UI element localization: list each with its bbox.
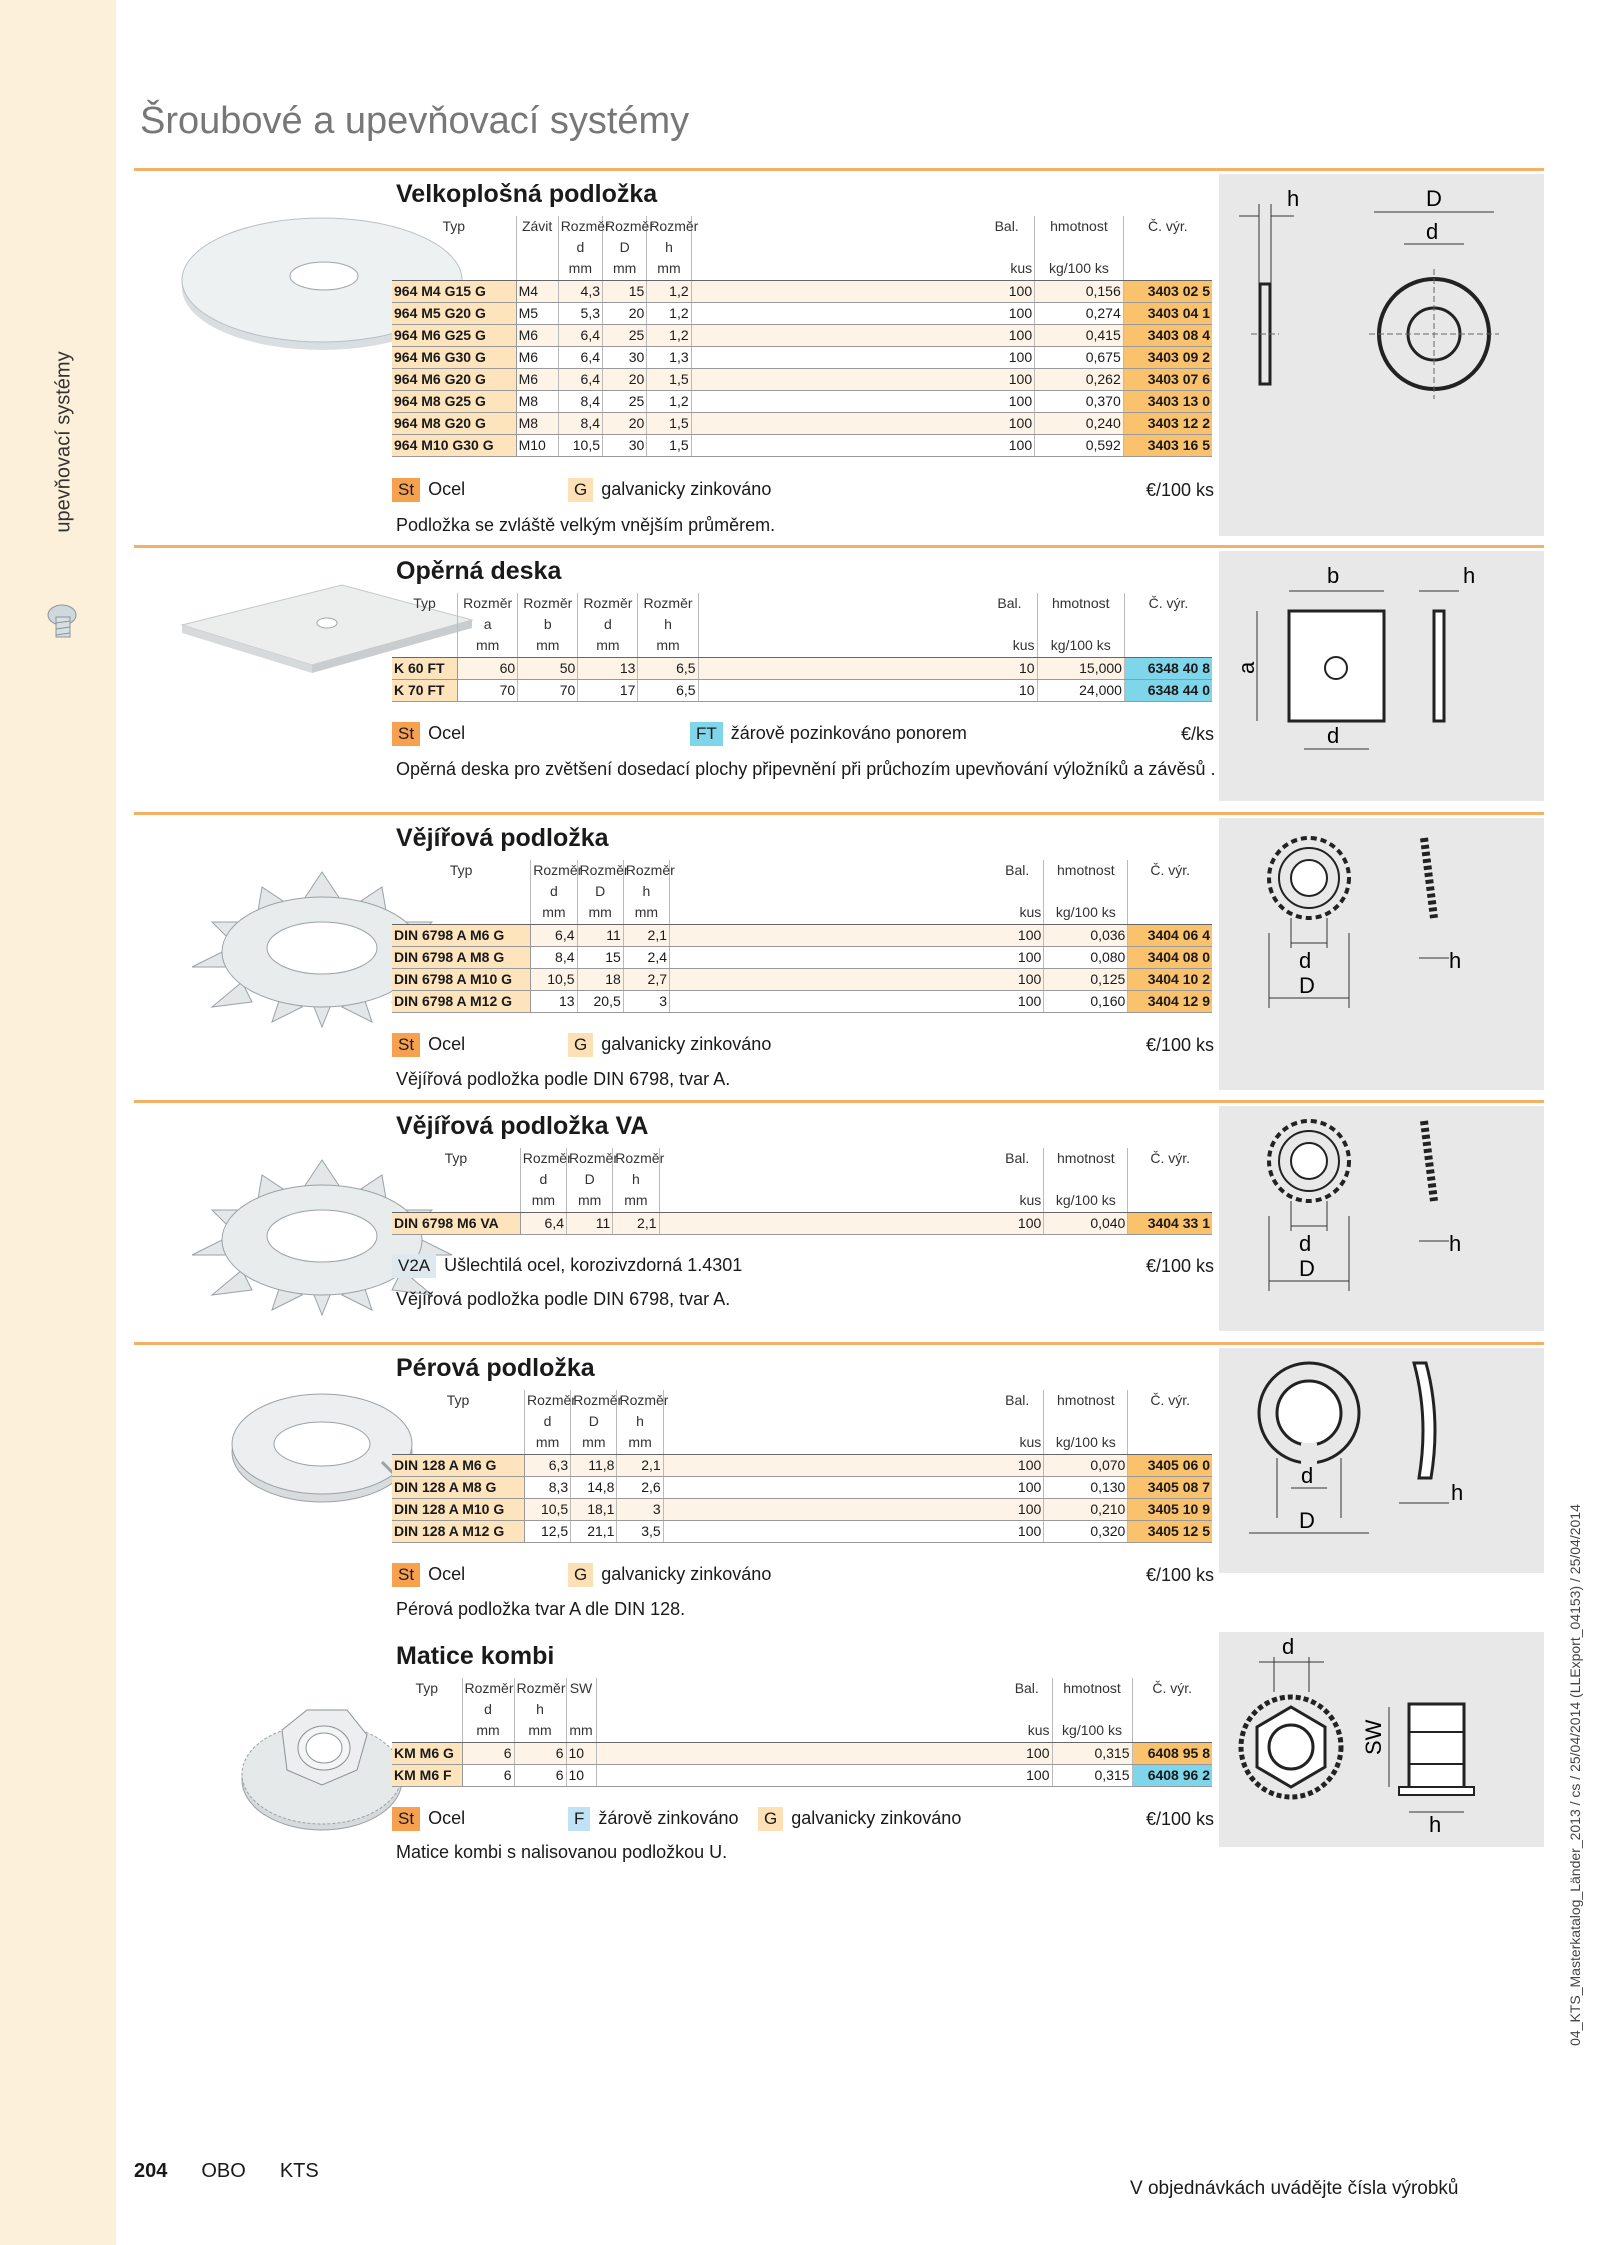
technical-drawing bbox=[1219, 1348, 1544, 1573]
header-type: Typ bbox=[392, 1678, 462, 1720]
section-serrated-washer bbox=[134, 812, 1544, 1092]
header-dim-d: Rozměr d bbox=[578, 593, 638, 635]
price-unit: €/100 ks bbox=[1145, 1256, 1214, 1276]
table-row: DIN 128 A M8 G 8,3 14,8 2,6 100 0,130 3405 08 7 bbox=[392, 1476, 1212, 1498]
price-unit: €/100 ks bbox=[1145, 480, 1214, 500]
finish-tag: G bbox=[758, 1807, 783, 1831]
drawing-label-d: d bbox=[1299, 1231, 1312, 1256]
material-legend: St Ocel G galvanicky zinkováno €/100 ks bbox=[392, 1563, 1214, 1591]
header-dim-h: Rozměr h bbox=[647, 216, 691, 258]
technical-drawing bbox=[1219, 1632, 1544, 1847]
product-description: Matice kombi s nalisovanou podložkou U. bbox=[396, 1842, 728, 1862]
screw-icon bbox=[40, 595, 90, 645]
material-legend: St Ocel FT žárově pozinkováno ponorem €/ks bbox=[392, 722, 1214, 750]
table-row: DIN 6798 M6 VA 6,4 11 2,1 100 0,040 3404 33 1 bbox=[392, 1212, 1212, 1234]
section-divider bbox=[134, 545, 1544, 548]
drawing-label-h: h bbox=[1463, 563, 1476, 588]
page-title: Šroubové a upevňovací systémy bbox=[140, 100, 690, 142]
header-dim-h: Rozměr h bbox=[623, 860, 669, 902]
header-dim-sw: SW bbox=[566, 1678, 596, 1720]
header-type: Typ bbox=[392, 860, 531, 902]
table-row: 964 M10 G30 G M10 10,5 30 1,5 100 0,592 3403 16 5 bbox=[392, 434, 1212, 456]
header-dim-h: Rozměr h bbox=[638, 593, 698, 635]
header-dim-d: Rozměr d bbox=[531, 860, 577, 902]
product-table: Typ Rozměr d Rozměr h SW Bal. hmotnost Č. výr. mm mm mm kus kg/100 ks KM M6 G 6 6 10 100 0,315 6408 95 8 KM M6 F 6 6 10 100 0,315 6408 96 2 bbox=[392, 1678, 1212, 1787]
footer-brand: OBO bbox=[201, 2160, 246, 2182]
header-weight: hmotnost bbox=[1035, 216, 1124, 258]
header-weight: hmotnost bbox=[1044, 1390, 1128, 1432]
header-dim-d: Rozměr d bbox=[524, 1390, 570, 1432]
material-tag: St bbox=[392, 1807, 420, 1831]
table-row: DIN 6798 A M10 G 10,5 18 2,7 100 0,125 3404 10 2 bbox=[392, 968, 1212, 990]
header-dim-D: Rozměr D bbox=[603, 216, 647, 258]
table-row: 964 M4 G15 G M4 4,3 15 1,2 100 0,156 3403 02 5 bbox=[392, 280, 1212, 302]
header-weight: hmotnost bbox=[1044, 1148, 1128, 1190]
table-row: DIN 128 A M12 G 12,5 21,1 3,5 100 0,320 3405 12 5 bbox=[392, 1520, 1212, 1542]
product-description: Vějířová podložka podle DIN 6798, tvar A. bbox=[396, 1069, 731, 1089]
material-legend: St Ocel F žárově zinkováno G galvanicky zinkováno €/100 ks bbox=[392, 1807, 1214, 1835]
drawing-label-D: D bbox=[1426, 186, 1442, 211]
header-article: Č. výr. bbox=[1150, 862, 1191, 878]
section-serrated-washer-va bbox=[134, 1100, 1544, 1340]
material-legend: St Ocel G galvanicky zinkováno €/100 ks bbox=[392, 1033, 1214, 1061]
side-label: upevňovací systémy bbox=[52, 351, 75, 533]
section-spring-washer bbox=[134, 1342, 1544, 1622]
drawing-label-h: h bbox=[1449, 948, 1462, 973]
table-row: 964 M8 G20 G M8 8,4 20 1,5 100 0,240 3403 12 2 bbox=[392, 412, 1212, 434]
drawing-label-d: d bbox=[1282, 1634, 1295, 1659]
technical-drawing bbox=[1219, 818, 1544, 1090]
table-row: KM M6 F 6 6 10 100 0,315 6408 96 2 bbox=[392, 1764, 1212, 1786]
header-dim-d: Rozměr d bbox=[558, 216, 602, 258]
header-article: Č. výr. bbox=[1152, 1680, 1193, 1696]
table-row: 964 M6 G20 G M6 6,4 20 1,5 100 0,262 3403 07 6 bbox=[392, 368, 1212, 390]
footer-note: V objednávkách uvádějte čísla výrobků bbox=[1130, 2178, 1459, 2199]
section-support-plate bbox=[134, 545, 1544, 810]
table-row: 964 M8 G25 G M8 8,4 25 1,2 100 0,370 3403 13 0 bbox=[392, 390, 1212, 412]
header-weight: hmotnost bbox=[1052, 1678, 1132, 1720]
product-description: Vějířová podložka podle DIN 6798, tvar A. bbox=[396, 1289, 731, 1309]
table-row: 964 M5 G20 G M5 5,3 20 1,2 100 0,274 3403 04 1 bbox=[392, 302, 1212, 324]
table-row: DIN 128 A M6 G 6,3 11,8 2,1 100 0,070 3405 06 0 bbox=[392, 1454, 1212, 1476]
drawing-label-h: h bbox=[1429, 1812, 1442, 1837]
section-combi-nut bbox=[134, 1630, 1544, 1880]
product-description: Opěrná deska pro zvětšení dosedací plochy připevnění při průchozím upevňování výložníků a závěsů . bbox=[396, 759, 1216, 779]
material-tag: St bbox=[392, 1033, 420, 1057]
header-pack: Bal. bbox=[991, 1148, 1044, 1190]
header-dim-D: Rozměr D bbox=[571, 1390, 617, 1432]
section-title: Vějířová podložka bbox=[396, 824, 609, 852]
section-title: Velkoplošná podložka bbox=[396, 180, 658, 208]
finish-tag: FT bbox=[690, 722, 723, 746]
material-legend: V2A Ušlechtilá ocel, korozivzdorná 1.4301 €/100 ks bbox=[392, 1254, 1214, 1282]
table-row: K 70 FT 70 70 17 6,5 10 24,000 6348 44 0 bbox=[392, 679, 1212, 701]
drawing-label-d: d bbox=[1301, 1463, 1314, 1488]
section-title: Vějířová podložka VA bbox=[396, 1112, 649, 1140]
section-divider bbox=[134, 812, 1544, 815]
material-legend: St Ocel G galvanicky zinkováno €/100 ks bbox=[392, 478, 1214, 506]
header-article: Č. výr. bbox=[1148, 218, 1188, 234]
header-dim-D: Rozměr D bbox=[567, 1148, 613, 1190]
side-stripe bbox=[0, 0, 116, 2245]
material-tag: St bbox=[392, 722, 420, 746]
header-dim-d: Rozměr d bbox=[462, 1678, 514, 1720]
drawing-label-sw: SW bbox=[1361, 1719, 1386, 1755]
header-dim-a: Rozměr a bbox=[458, 593, 518, 635]
header-article: Č. výr. bbox=[1150, 1150, 1191, 1166]
price-unit: €/100 ks bbox=[1145, 1809, 1214, 1829]
header-pack: Bal. bbox=[979, 216, 1034, 258]
table-row: DIN 128 A M10 G 10,5 18,1 3 100 0,210 3405 10 9 bbox=[392, 1498, 1212, 1520]
drawing-label-D: D bbox=[1299, 1508, 1315, 1533]
product-table: Typ Závit Rozměr d Rozměr D Rozměr h Bal. hmotnost Č. výr. mm mm mm kus kg/100 ks 964 M4 G15 G M4 4,3 15 1,2 100 0,156 3403 02 5 964 M5 G20 G M5 5,3 20 1,2 100 0,274 3403 04 1 964 M6 G25 G M6 6,4 25 1,2 100 0,415 3403 08 4 964 M6 G30 G M6 6,4 30 1,3 100 0,675 3403 09 2 964 M6 G20 G M6 6,4 20 1,5 100 0,262 3403 07 6 964 M8 G25 G M8 8,4 25 1,2 100 0,370 3403 13 0 964 M8 G20 G M8 8,4 20 1,5 100 0,240 3403 12 2 964 M10 G30 G M10 10,5 30 1,5 100 0,592 3403 16 5 bbox=[392, 216, 1212, 457]
header-dim-h: Rozměr h bbox=[613, 1148, 659, 1190]
product-table: Typ Rozměr d Rozměr D Rozměr h Bal. hmotnost Č. výr. mm mm mm kus kg/100 ks DIN 128 A M6 G 6,3 11,8 2,1 100 0,070 3405 06 0 DIN 128 A M8 G 8,3 14,8 2,6 100 0,130 3405 08 7 DIN 128 A M10 G 10,5 18,1 3 100 0,210 3405 10 9 DIN 128 A M12 G 12,5 21,1 3,5 100 0,320 3405 12 5 bbox=[392, 1390, 1212, 1543]
drawing-label-d: d bbox=[1299, 948, 1312, 973]
drawing-label-a: a bbox=[1234, 661, 1259, 674]
header-type: Typ bbox=[392, 1148, 520, 1190]
drawing-label-d: d bbox=[1327, 723, 1340, 748]
finish-tag: G bbox=[568, 478, 593, 502]
section-divider bbox=[134, 1342, 1544, 1345]
header-thread: Závit bbox=[516, 216, 558, 258]
section-title: Matice kombi bbox=[396, 1642, 555, 1670]
product-table: Typ Rozměr d Rozměr D Rozměr h Bal. hmotnost Č. výr. mm mm mm kus kg/100 ks DIN 6798 A M6 G 6,4 11 2,1 100 0,036 3404 06 4 DIN 6798 A M8 G 8,4 15 2,4 100 0,080 3404 08 0 DIN 6798 A M10 G 10,5 18 2,7 100 0,125 3404 10 2 DIN 6798 A M12 G 13 20,5 3 100 0,160 3404 12 9 bbox=[392, 860, 1212, 1013]
drawing-label-h: h bbox=[1449, 1231, 1462, 1256]
technical-drawing bbox=[1219, 1106, 1544, 1331]
header-pack: Bal. bbox=[991, 1390, 1044, 1432]
section-title: Opěrná deska bbox=[396, 557, 562, 585]
page-number: 204 bbox=[134, 2160, 168, 2182]
drawing-label-h: h bbox=[1287, 186, 1300, 211]
drawing-label-D: D bbox=[1299, 1256, 1315, 1281]
technical-drawing bbox=[1219, 174, 1544, 536]
price-unit: €/100 ks bbox=[1145, 1035, 1214, 1055]
header-dim-h: Rozměr h bbox=[514, 1678, 566, 1720]
price-unit: €/ks bbox=[1180, 724, 1214, 744]
table-row: DIN 6798 A M8 G 8,4 15 2,4 100 0,080 3404 08 0 bbox=[392, 946, 1212, 968]
header-dim-D: Rozměr D bbox=[577, 860, 623, 902]
section-large-washer bbox=[134, 168, 1544, 538]
technical-drawing bbox=[1219, 551, 1544, 801]
product-table: Typ Rozměr d Rozměr D Rozměr h Bal. hmotnost Č. výr. mm mm mm kus kg/100 ks DIN 6798 M6 VA 6,4 11 2,1 100 0,040 3404 33 1 bbox=[392, 1148, 1212, 1235]
drawing-label-h: h bbox=[1451, 1480, 1464, 1505]
drawing-label-d: d bbox=[1426, 219, 1439, 244]
table-row: KM M6 G 6 6 10 100 0,315 6408 95 8 bbox=[392, 1742, 1212, 1764]
header-article: Č. výr. bbox=[1148, 595, 1189, 611]
material-tag: St bbox=[392, 1563, 420, 1587]
header-dim-b: Rozměr b bbox=[518, 593, 578, 635]
table-row: 964 M6 G30 G M6 6,4 30 1,3 100 0,675 3403 09 2 bbox=[392, 346, 1212, 368]
product-description: Podložka se zvláště velkým vnějším průměrem. bbox=[396, 515, 776, 535]
print-metadata: 04_KTS_Masterkatalog_Länder_2013 / cs / 25/04/2014 (LLExport_04153) / 25/04/2014 bbox=[1567, 1504, 1583, 2046]
header-dim-h: Rozměr h bbox=[617, 1390, 663, 1432]
header-pack: Bal. bbox=[991, 860, 1044, 902]
header-weight: hmotnost bbox=[1037, 593, 1124, 635]
table-row: DIN 6798 A M6 G 6,4 11 2,1 100 0,036 3404 06 4 bbox=[392, 924, 1212, 946]
table-row: DIN 6798 A M12 G 13 20,5 3 100 0,160 3404 12 9 bbox=[392, 990, 1212, 1012]
header-pack: Bal. bbox=[1002, 1678, 1052, 1720]
header-type: Typ bbox=[392, 216, 516, 258]
price-unit: €/100 ks bbox=[1145, 1565, 1214, 1585]
material-tag: St bbox=[392, 478, 420, 502]
drawing-label-b: b bbox=[1327, 563, 1340, 588]
product-table: Typ Rozměr a Rozměr b Rozměr d Rozměr h Bal. hmotnost Č. výr. mm mm mm mm kus kg/100 ks K 60 FT 60 50 13 6,5 10 15,000 6348 40 8 K 70 FT 70 70 17 6,5 10 24,000 6348 44 0 bbox=[392, 593, 1212, 702]
table-row: 964 M6 G25 G M6 6,4 25 1,2 100 0,415 3403 08 4 bbox=[392, 324, 1212, 346]
drawing-label-D: D bbox=[1299, 973, 1315, 998]
section-divider bbox=[134, 1100, 1544, 1103]
material-tag: V2A bbox=[392, 1254, 436, 1278]
finish-tag: G bbox=[568, 1033, 593, 1057]
header-type: Typ bbox=[392, 593, 458, 635]
footer-series: KTS bbox=[279, 2160, 319, 2182]
table-row: K 60 FT 60 50 13 6,5 10 15,000 6348 40 8 bbox=[392, 657, 1212, 679]
product-description: Pérová podložka tvar A dle DIN 128. bbox=[396, 1599, 686, 1619]
header-article: Č. výr. bbox=[1150, 1392, 1191, 1408]
header-dim-d: Rozměr d bbox=[520, 1148, 566, 1190]
header-weight: hmotnost bbox=[1044, 860, 1128, 902]
finish-tag: G bbox=[568, 1563, 593, 1587]
finish-tag: F bbox=[568, 1807, 590, 1831]
header-type: Typ bbox=[392, 1390, 524, 1432]
section-divider bbox=[134, 168, 1544, 171]
section-title: Pérová podložka bbox=[396, 1354, 595, 1382]
footer-left bbox=[134, 2160, 353, 2183]
header-pack: Bal. bbox=[982, 593, 1037, 635]
